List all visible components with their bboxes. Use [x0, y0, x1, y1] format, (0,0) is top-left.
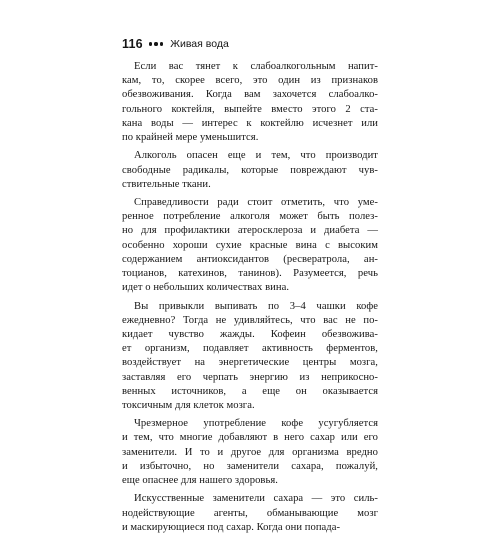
text-line: заставляя его черпать энергию из неприкосно-	[122, 371, 378, 383]
text-line: Если вас тянет к слабоалкогольным напит-	[134, 61, 378, 72]
body-text	[122, 60, 378, 535]
text-line: Справедливости ради стоит отметить, что уме-	[134, 197, 378, 209]
text-line: токсичным для клеток мозга.	[122, 399, 255, 411]
text-line: Чрезмерное употребление кофе усугубляется	[134, 418, 378, 430]
text-line: и избыточно, но заменители сахара, пожалуй,	[122, 460, 378, 472]
text-line: еще опаснее для нашего здоровья.	[122, 475, 278, 487]
ornament-dots-icon	[149, 42, 164, 46]
paragraph	[122, 492, 378, 535]
text-line: Алкоголь опасен еще и тем, что производит	[134, 150, 378, 162]
text-line: Вы привыкли выпивать по 3–4 чашки кофе	[134, 300, 378, 312]
text-line: обезвоживания. Когда вам захочется слабоалко-	[122, 89, 378, 101]
text-line: идет о небольших количествах вина.	[122, 282, 290, 294]
text-line: и тем, что многие добавляют в него сахар или его	[122, 432, 378, 444]
text-line: венных источников, а еще он оказывается	[122, 385, 378, 397]
text-line: особенно хороши сухие красные вина с высоким	[122, 239, 378, 251]
text-line: содержанием антиоксидантов (ресвератрола, ан-	[122, 253, 378, 265]
paragraph	[122, 417, 378, 488]
text-line: свободные радикалы, которые повреждают чув-	[122, 164, 378, 176]
dot-icon	[149, 42, 153, 46]
text-line: кана воды — интерес к коктейлю исчезнет или	[122, 117, 378, 129]
paragraph	[122, 60, 378, 145]
text-line: но для профилактики атеросклероза и диабета —	[122, 225, 378, 237]
text-line: ренное потребление алкоголя может быть полез-	[122, 211, 378, 223]
paragraph	[122, 149, 378, 192]
text-line: заменители. И то и другое для организма вредно	[122, 446, 378, 458]
text-line: кидает чувство жажды. Кофеин обезвожива-	[122, 328, 378, 340]
dot-icon	[160, 42, 164, 46]
dot-icon	[154, 42, 158, 46]
text-line: ежедневно? Тогда не удивляйтесь, что вас не по-	[122, 314, 378, 326]
paragraph	[122, 196, 378, 295]
running-head	[122, 36, 229, 52]
text-line: Искусственные заменители сахара — это силь-	[134, 493, 378, 505]
text-line: кам, то, скорее всего, это один из признаков	[122, 75, 378, 87]
text-line: по крайней мере уменьшится.	[122, 132, 259, 144]
text-line: нодействующие агенты, обманывающие мозг	[122, 507, 378, 519]
page-number: 116	[122, 37, 143, 51]
section-title: Живая вода	[170, 38, 229, 50]
text-line: гольного коктейля, выпейте вместо этого 2 ста-	[122, 103, 378, 115]
text-line: и маскирующиеся под сахар. Когда они попада-	[122, 521, 341, 533]
paragraph	[122, 300, 378, 414]
text-line: ет организм, подавляет активность ферментов,	[122, 343, 378, 355]
text-line: воздействует на энергетические центры мозга,	[122, 357, 378, 369]
text-line: ствительные ткани.	[122, 178, 211, 190]
text-line: тоцианов, катехинов, танинов). Разумеется, речь	[122, 268, 378, 280]
